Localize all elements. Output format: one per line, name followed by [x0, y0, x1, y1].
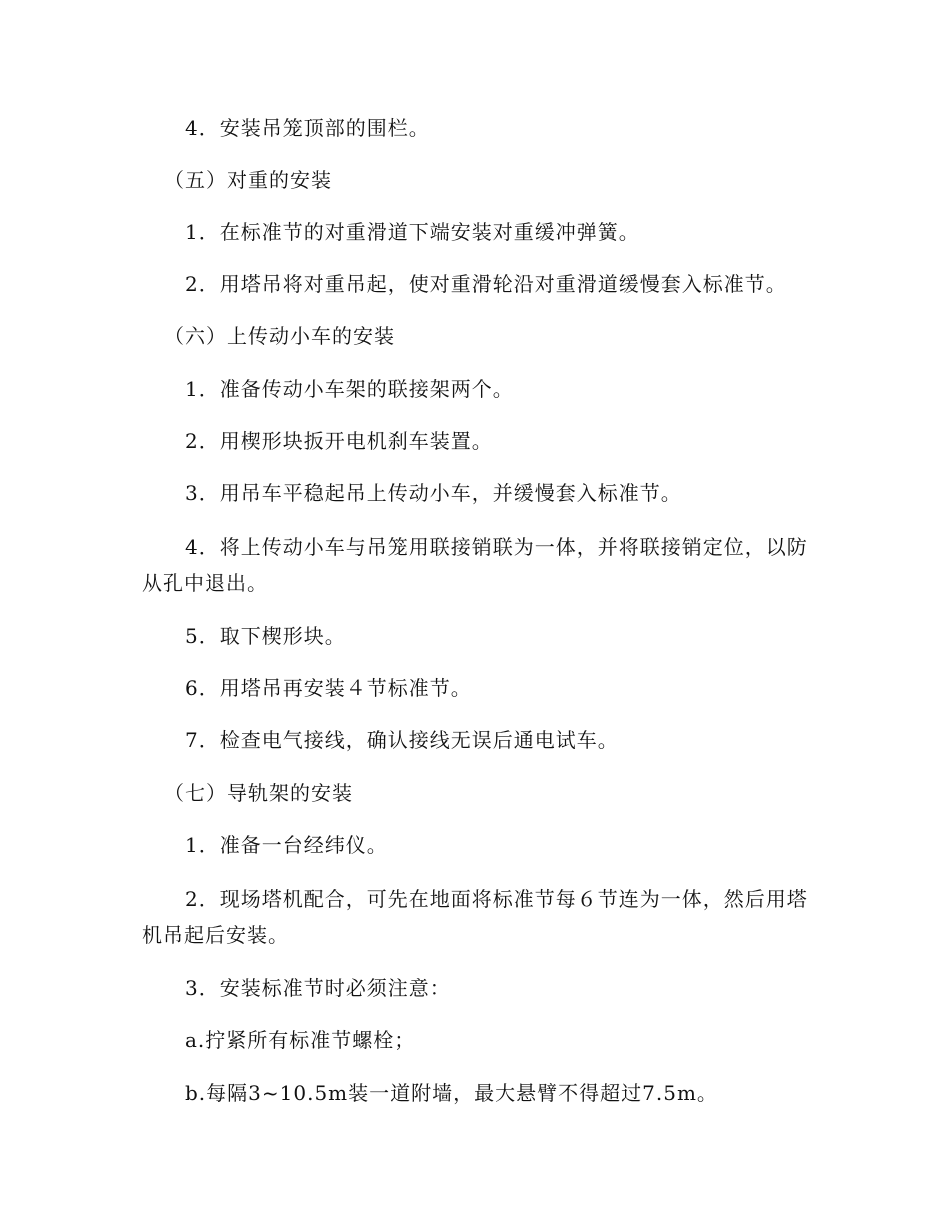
section-heading-7: （七）导轨架的安装: [164, 781, 353, 805]
paragraph-step-6-install: 6．用塔吊再安装４节标准节。: [185, 676, 472, 700]
paragraph-step-2-assemble: 2．现场塔机配合，可先在地面将标准节每６节连为一体，然后用塔机吊起后安装。: [142, 887, 808, 947]
paragraph-note-b: b.每隔3~10.5m装一道附墙，最大悬臂不得超过7.5m。: [185, 1081, 718, 1105]
section-heading-5: （五）对重的安装: [164, 168, 332, 192]
paragraph-step-2-brake: 2．用楔形块扳开电机刹车装置。: [185, 429, 493, 453]
paragraph-step-1-theodolite: 1．准备一台经纬仪。: [185, 833, 388, 857]
paragraph-step-1-buffer: 1．在标准节的对重滑道下端安装对重缓冲弹簧。: [185, 220, 640, 244]
paragraph-step-4-guardrail: 4．安装吊笼顶部的围栏。: [185, 116, 430, 140]
paragraph-step-4-connect: 4．将上传动小车与吊笼用联接销联为一体，并将联接销定位，以防从孔中退出。: [142, 535, 808, 595]
paragraph-step-2-counterweight: 2．用塔吊将对重吊起，使对重滑轮沿对重滑道缓慢套入标准节。: [185, 272, 787, 296]
section-heading-6: （六）上传动小车的安装: [164, 324, 395, 348]
paragraph-note-a: a.拧紧所有标准节螺栓；: [185, 1028, 416, 1052]
paragraph-step-3-lift: 3．用吊车平稳起吊上传动小车，并缓慢套入标准节。: [185, 481, 682, 505]
paragraph-step-3-notice: 3．安装标准节时必须注意：: [185, 976, 451, 1000]
paragraph-step-1-frame: 1．准备传动小车架的联接架两个。: [185, 377, 514, 401]
paragraph-step-5-remove: 5．取下楔形块。: [185, 624, 346, 648]
paragraph-step-7-check: 7．检查电气接线，确认接线无误后通电试车。: [185, 728, 619, 752]
